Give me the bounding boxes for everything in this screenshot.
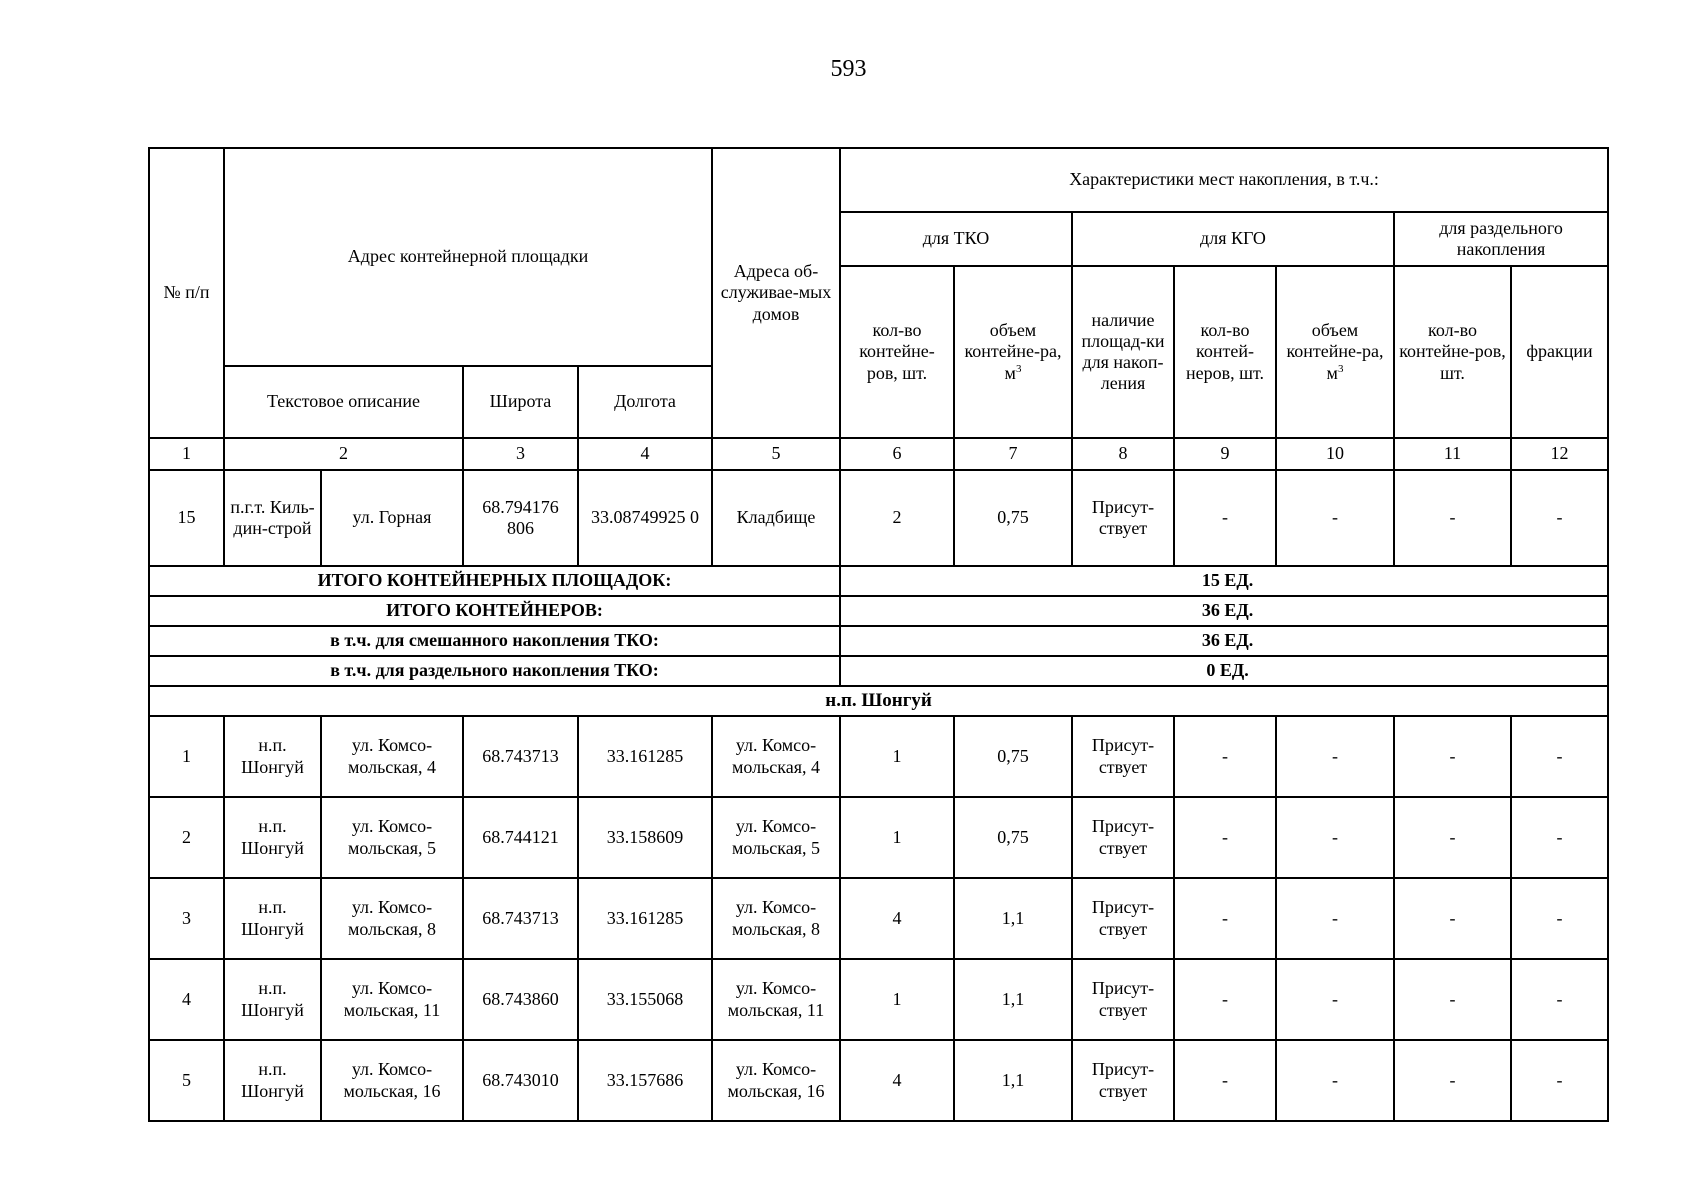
cell-tko-count: 1 — [840, 716, 954, 797]
cell-served: ул. Комсо-мольская, 11 — [712, 959, 840, 1040]
cell-sep-count: - — [1394, 959, 1511, 1040]
total-value: 15 ЕД. — [840, 566, 1608, 596]
col-number: 3 — [463, 438, 578, 470]
col-number: 7 — [954, 438, 1072, 470]
cell-served: ул. Комсо-мольская, 4 — [712, 716, 840, 797]
total-label: ИТОГО КОНТЕЙНЕРОВ: — [149, 596, 840, 626]
header-kgo-presence: наличие площад-ки для накоп-ления — [1072, 266, 1174, 438]
cell-num: 5 — [149, 1040, 224, 1121]
cell-lat: 68.743860 — [463, 959, 578, 1040]
cell-kgo-presence: Присут-ствует — [1072, 878, 1174, 959]
col-number: 8 — [1072, 438, 1174, 470]
header-separate: для раздельного накопления — [1394, 212, 1608, 266]
header-row-1 — [149, 148, 1608, 212]
cell-settlement: н.п. Шонгуй — [224, 716, 321, 797]
col-number: 10 — [1276, 438, 1394, 470]
cell-kgo-count: - — [1174, 1040, 1276, 1121]
col-number: 6 — [840, 438, 954, 470]
total-value: 0 ЕД. — [840, 656, 1608, 686]
cell-tko-volume: 1,1 — [954, 878, 1072, 959]
cell-sep-count: - — [1394, 470, 1511, 566]
cell-street: ул. Комсо-мольская, 4 — [321, 716, 463, 797]
cell-kgo-volume: - — [1276, 716, 1394, 797]
cell-lon: 33.161285 — [578, 716, 712, 797]
cell-num: 3 — [149, 878, 224, 959]
header-num: № п/п — [149, 148, 224, 438]
cell-served: ул. Комсо-мольская, 16 — [712, 1040, 840, 1121]
cell-served: ул. Комсо-мольская, 5 — [712, 797, 840, 878]
table-row — [149, 878, 1608, 959]
col-number: 2 — [224, 438, 463, 470]
cell-kgo-volume: - — [1276, 797, 1394, 878]
total-label: в т.ч. для раздельного накопления ТКО: — [149, 656, 840, 686]
header-served: Адреса об-служивае-мых домов — [712, 148, 840, 438]
table-row — [149, 470, 1608, 566]
cell-sep-fractions: - — [1511, 1040, 1608, 1121]
cell-settlement: н.п. Шонгуй — [224, 878, 321, 959]
cell-street: ул. Комсо-мольская, 8 — [321, 878, 463, 959]
cell-street: ул. Комсо-мольская, 11 — [321, 959, 463, 1040]
cell-lat: 68.743713 — [463, 716, 578, 797]
cell-lat: 68.743010 — [463, 1040, 578, 1121]
section-row — [149, 686, 1608, 716]
cell-kgo-count: - — [1174, 716, 1276, 797]
cell-sep-count: - — [1394, 1040, 1511, 1121]
container-sites-table — [148, 147, 1609, 1122]
header-characteristics: Характеристики мест накопления, в т.ч.: — [840, 148, 1608, 212]
cell-tko-count: 2 — [840, 470, 954, 566]
cell-kgo-presence: Присут-ствует — [1072, 470, 1174, 566]
cell-tko-count: 1 — [840, 959, 954, 1040]
cell-lat: 68.794176 806 — [463, 470, 578, 566]
header-tko: для ТКО — [840, 212, 1072, 266]
cell-kgo-count: - — [1174, 797, 1276, 878]
cell-tko-volume: 1,1 — [954, 1040, 1072, 1121]
cell-lat: 68.743713 — [463, 878, 578, 959]
cell-settlement: п.г.т. Киль-дин-строй — [224, 470, 321, 566]
cell-settlement: н.п. Шонгуй — [224, 1040, 321, 1121]
header-sep-fractions: фракции — [1511, 266, 1608, 438]
cell-street: ул. Комсо-мольская, 5 — [321, 797, 463, 878]
header-address-group: Адрес контейнерной площадки — [224, 148, 712, 366]
col-number: 12 — [1511, 438, 1608, 470]
table-row — [149, 716, 1608, 797]
cell-street: ул. Горная — [321, 470, 463, 566]
cell-kgo-volume: - — [1276, 470, 1394, 566]
cell-num: 2 — [149, 797, 224, 878]
table-row — [149, 797, 1608, 878]
header-tko-count: кол-во контейне-ров, шт. — [840, 266, 954, 438]
column-numbers-row — [149, 438, 1608, 470]
total-row-mixed — [149, 626, 1608, 656]
cell-kgo-presence: Присут-ствует — [1072, 1040, 1174, 1121]
header-lon: Долгота — [578, 366, 712, 438]
total-row-sites — [149, 566, 1608, 596]
table-row — [149, 959, 1608, 1040]
cell-street: ул. Комсо-мольская, 16 — [321, 1040, 463, 1121]
cell-lat: 68.744121 — [463, 797, 578, 878]
header-kgo-count: кол-во контей-неров, шт. — [1174, 266, 1276, 438]
cell-sep-fractions: - — [1511, 470, 1608, 566]
total-label: ИТОГО КОНТЕЙНЕРНЫХ ПЛОЩАДОК: — [149, 566, 840, 596]
cell-tko-volume: 0,75 — [954, 470, 1072, 566]
header-kgo-volume: объем контейне-ра, $м^3$ — [1276, 266, 1394, 438]
cell-sep-fractions: - — [1511, 716, 1608, 797]
col-number: 4 — [578, 438, 712, 470]
cell-kgo-presence: Присут-ствует — [1072, 716, 1174, 797]
total-row-separate — [149, 656, 1608, 686]
cell-sep-fractions: - — [1511, 959, 1608, 1040]
cell-lon: 33.157686 — [578, 1040, 712, 1121]
cell-kgo-count: - — [1174, 470, 1276, 566]
cell-tko-volume: 1,1 — [954, 959, 1072, 1040]
cell-served: Кладбище — [712, 470, 840, 566]
header-text-desc: Текстовое описание — [224, 366, 463, 438]
col-number: 1 — [149, 438, 224, 470]
cell-served: ул. Комсо-мольская, 8 — [712, 878, 840, 959]
header-sep-count: кол-во контейне-ров, шт. — [1394, 266, 1511, 438]
total-row-containers — [149, 596, 1608, 626]
cell-num: 4 — [149, 959, 224, 1040]
cell-kgo-volume: - — [1276, 959, 1394, 1040]
cell-sep-count: - — [1394, 716, 1511, 797]
cell-sep-count: - — [1394, 878, 1511, 959]
cell-lon: 33.158609 — [578, 797, 712, 878]
cell-kgo-presence: Присут-ствует — [1072, 797, 1174, 878]
col-number: 9 — [1174, 438, 1276, 470]
cell-tko-volume: 0,75 — [954, 797, 1072, 878]
cell-tko-count: 4 — [840, 878, 954, 959]
cell-settlement: н.п. Шонгуй — [224, 959, 321, 1040]
total-value: 36 ЕД. — [840, 596, 1608, 626]
cell-tko-count: 1 — [840, 797, 954, 878]
section-title: н.п. Шонгуй — [149, 686, 1608, 716]
cell-tko-volume: 0,75 — [954, 716, 1072, 797]
total-label: в т.ч. для смешанного накопления ТКО: — [149, 626, 840, 656]
cell-kgo-volume: - — [1276, 1040, 1394, 1121]
cell-num: 1 — [149, 716, 224, 797]
table-row — [149, 1040, 1608, 1121]
cell-settlement: н.п. Шонгуй — [224, 797, 321, 878]
total-value: 36 ЕД. — [840, 626, 1608, 656]
col-number: 5 — [712, 438, 840, 470]
cell-lon: 33.155068 — [578, 959, 712, 1040]
col-number: 11 — [1394, 438, 1511, 470]
cell-kgo-volume: - — [1276, 878, 1394, 959]
cell-sep-fractions: - — [1511, 797, 1608, 878]
cell-kgo-presence: Присут-ствует — [1072, 959, 1174, 1040]
header-lat: Широта — [463, 366, 578, 438]
cell-lon: 33.161285 — [578, 878, 712, 959]
cell-lon: 33.08749925 0 — [578, 470, 712, 566]
cell-sep-count: - — [1394, 797, 1511, 878]
cell-tko-count: 4 — [840, 1040, 954, 1121]
cell-num: 15 — [149, 470, 224, 566]
cell-kgo-count: - — [1174, 878, 1276, 959]
cell-kgo-count: - — [1174, 959, 1276, 1040]
header-kgo: для КГО — [1072, 212, 1394, 266]
header-tko-volume: объем контейне-ра, $м^3$ — [954, 266, 1072, 438]
page-number: 593 — [830, 56, 867, 82]
cell-sep-fractions: - — [1511, 878, 1608, 959]
